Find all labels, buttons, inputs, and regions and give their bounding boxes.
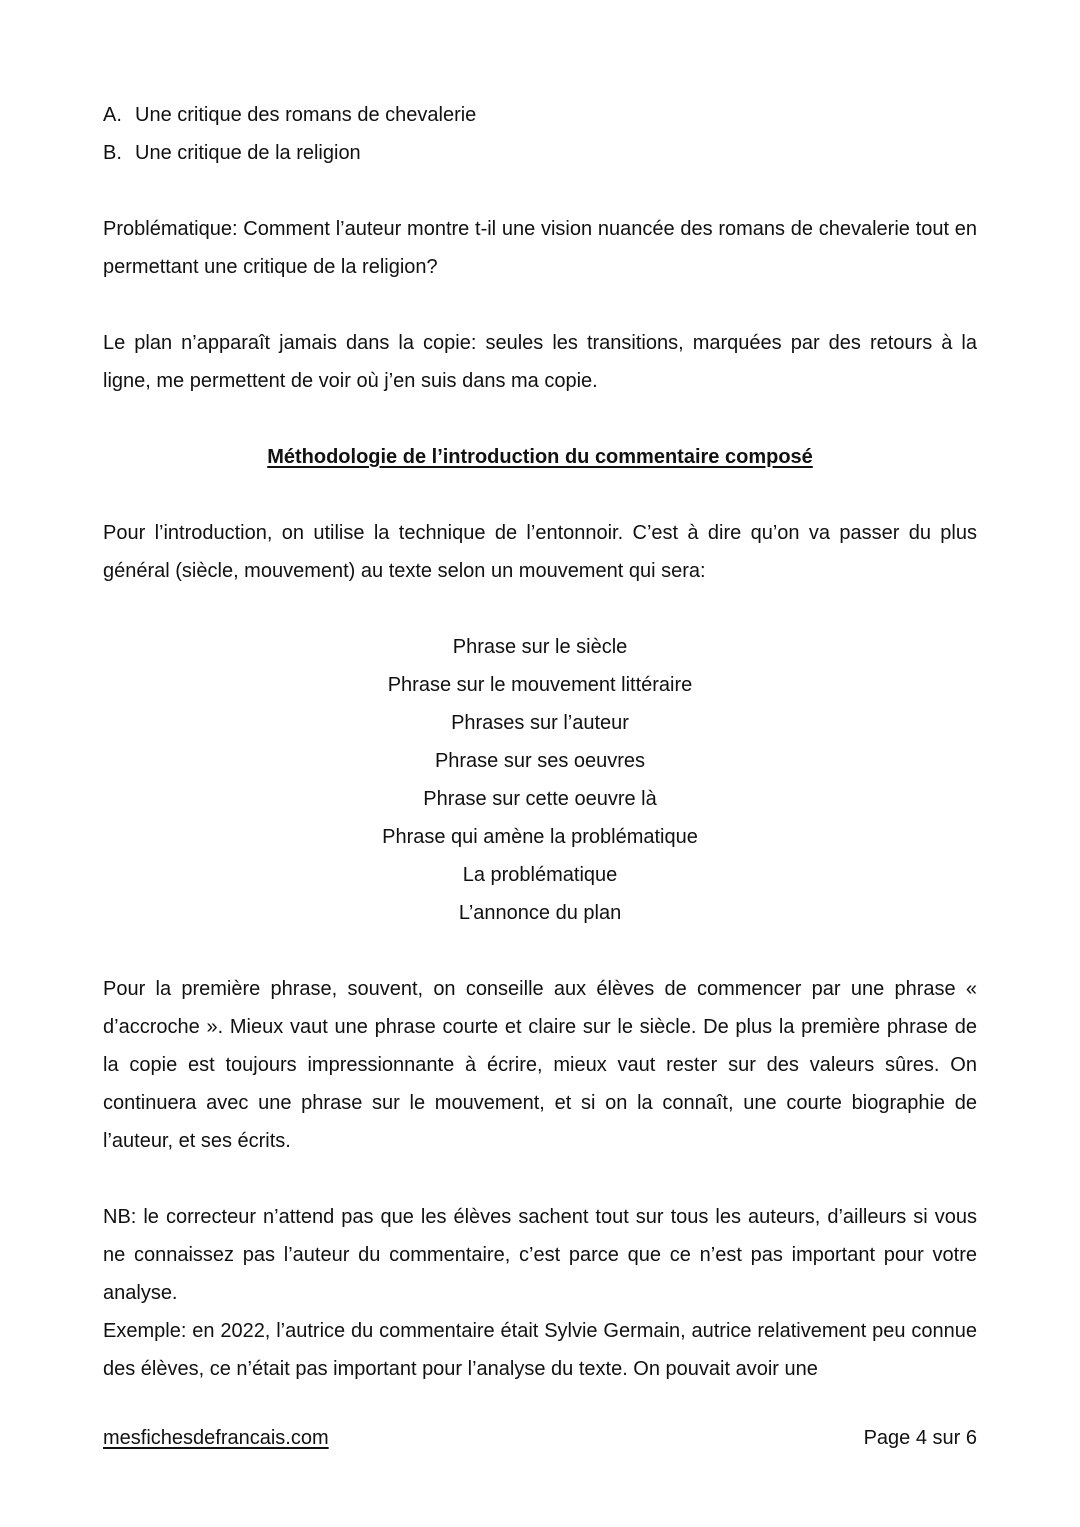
funnel-step: Phrase sur cette oeuvre là [423, 788, 657, 810]
document-page [103, 96, 977, 1388]
plan-item-text: Une critique des romans de chevalerie [135, 104, 477, 126]
plan-item-text: Une critique de la religion [135, 142, 361, 164]
first-sentence-paragraph: Pour la première phrase, souvent, on conseille aux élèves de commencer par une phrase « d’accroche ». Mieux vaut une phrase courte et claire sur le siècle. De plus la première phrase de la copie est toujours impressionnante à écrire, mieux vaut rester sur des valeurs sûres. On continuera avec une phrase sur le mouvement, et si on la connaît, une courte biographie de l’auteur, et ses écrits. [103, 978, 977, 1152]
funnel-step: Phrase sur le mouvement littéraire [387, 674, 693, 696]
funnel-step: Phrase sur ses oeuvres [434, 750, 646, 772]
site-link[interactable]: mesfichesdefrancais.com [103, 1427, 329, 1449]
plan-item-marker: B. [103, 142, 122, 164]
example-paragraph: Exemple: en 2022, l’autrice du commentaire était Sylvie Germain, autrice relativement peu connue des élèves, ce n’était pas important pour l’analyse du texte. On pouvait avoir une [103, 1320, 977, 1380]
page-footer [103, 1419, 977, 1457]
section-heading: Méthodologie de l’introduction du commentaire composé [267, 446, 813, 468]
funnel-step: L’annonce du plan [458, 902, 622, 924]
page-number: Page 4 sur 6 [863, 1427, 977, 1449]
funnel-step: Phrase sur le siècle [452, 636, 628, 658]
nb-paragraph: NB: le correcteur n’attend pas que les élèves sachent tout sur tous les auteurs, d’ailleurs si vous ne connaissez pas l’auteur du commentaire, c’est parce que ce n’est pas important pour votre analyse. [103, 1206, 977, 1304]
funnel-list [103, 628, 977, 932]
funnel-step: Phrases sur l’auteur [451, 712, 629, 734]
plan-item-a [103, 96, 977, 134]
funnel-step: Phrase qui amène la problématique [382, 826, 698, 848]
intro-paragraph: Pour l’introduction, on utilise la technique de l’entonnoir. C’est à dire qu’on va passer du plus général (siècle, mouvement) au texte selon un mouvement qui sera: [103, 522, 977, 582]
funnel-step: La problématique [462, 864, 618, 886]
plan-item-b [103, 134, 977, 172]
plan-item-marker: A. [103, 104, 122, 126]
plan-note-paragraph: Le plan n’apparaît jamais dans la copie: seules les transitions, marquées par des retours à la ligne, me permettent de voir où j’en suis dans ma copie. [103, 332, 977, 392]
problematique-paragraph: Problématique: Comment l’auteur montre t-il une vision nuancée des romans de chevalerie tout en permettant une critique de la religion? [103, 218, 977, 278]
